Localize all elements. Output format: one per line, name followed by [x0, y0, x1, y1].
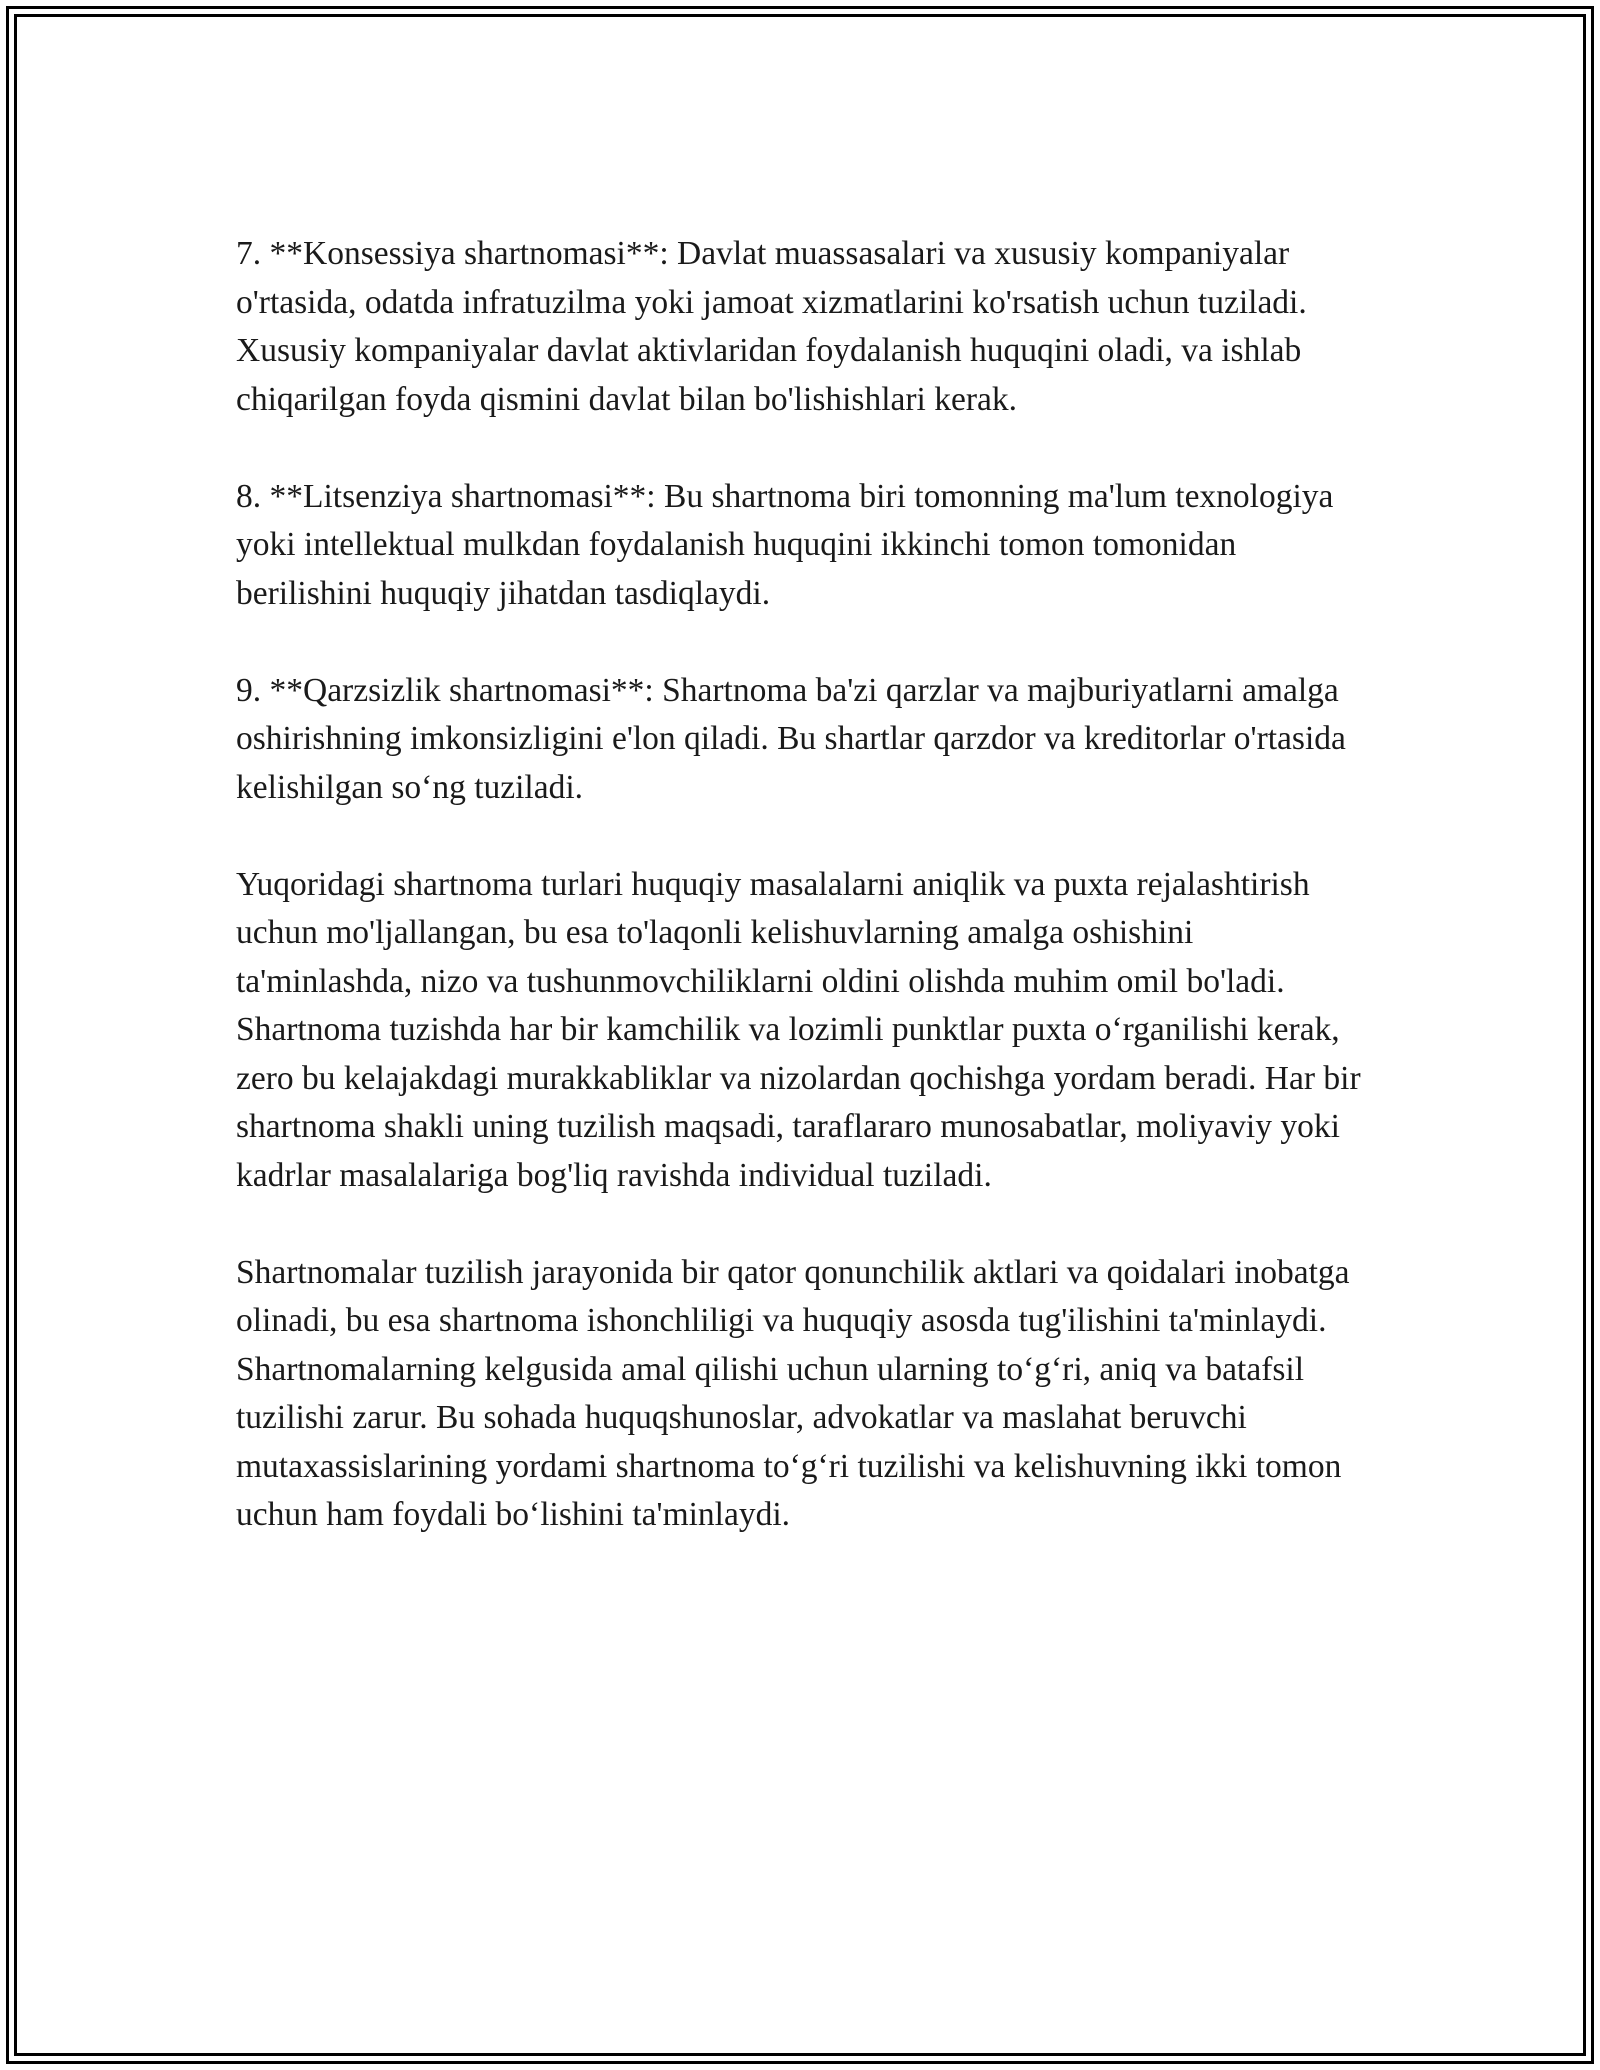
paragraph-conclusion: Shartnomalar tuzilish jarayonida bir qator qonunchilik aktlari va qoidalari inobatga olinadi, bu esa shartnoma ishonchliligi va huquqiy asosda tug'ilishini ta'minlaydi. Shartnomalarning kelgusida amal qilishi uchun ularning to‘g‘ri, aniq va batafsil tuzilishi zarur. Bu sohada huquqshunoslar, advokatlar va maslahat beruvchi mutaxassislarining yordami shartnoma to‘g‘ri tuzilishi va kelishuvning ikki tomon uchun ham foydali bo‘lishini ta'minlaydi. — [236, 1253, 1350, 1533]
paragraph-summary: Yuqoridagi shartnoma turlari huquqiy masalalarni aniqlik va puxta rejalashtirish uchun mo'ljallangan, bu esa to'laqonli kelishuvlarning amalga oshishini ta'minlashda, nizo va tushunmovchiliklarni oldini olishda muhim omil bo'ladi. Shartnoma tuzishda har bir kamchilik va lozimli punktlar puxta o‘rganilishi kerak, zero bu kelajakdagi murakkabliklar va nizolardan qochishga yordam beradi. Har bir shartnoma shakli uning tuzilish maqsadi, taraflararo munosabatlar, moliyaviy yoki kadrlar masalalariga bog'liq ravishda individual tuziladi. — [236, 865, 1361, 1194]
paragraph-litsenziya-shartnomasi: 8. **Litsenziya shartnomasi**: Bu shartnoma biri tomonning ma'lum texnologiya yoki intellektual mulkdan foydalanish huquqini ikkinchi tomon tomonidan berilishini huquqiy jihatdan tasdiqlaydi. — [236, 477, 1334, 612]
document-body — [236, 230, 1366, 1588]
paragraph-qarzsizlik-shartnomasi: 9. **Qarzsizlik shartnomasi**: Shartnoma ba'zi qarzlar va majburiyatlarni amalga oshirishning imkonsizligini e'lon qiladi. Bu shartlar qarzdor va kreditorlar o'rtasida kelishilgan so‘ng tuziladi. — [236, 671, 1346, 806]
paragraph-konsessiya-shartnomasi: 7. **Konsessiya shartnomasi**: Davlat muassasalari va xususiy kompaniyalar o'rtasida, odatda infratuzilma yoki jamoat xizmatlarini ko'rsatish uchun tuziladi. Xususiy kompaniyalar davlat aktivlaridan foydalanish huquqini oladi, va ishlab chiqarilgan foyda qismini davlat bilan bo'lishishlari kerak. — [236, 235, 1307, 418]
